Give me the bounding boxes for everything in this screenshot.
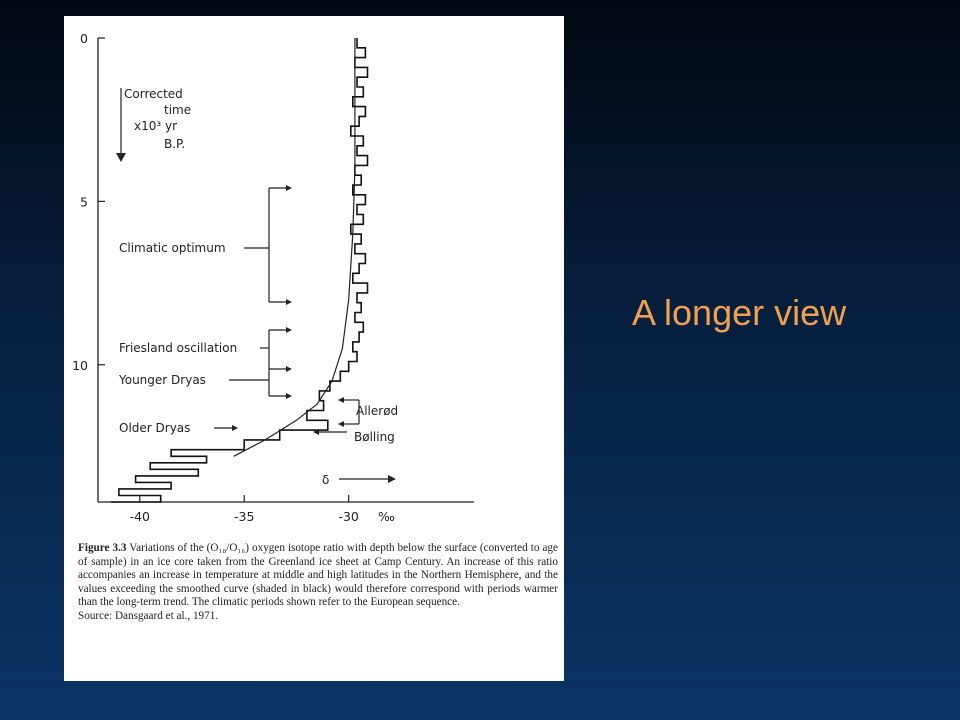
y-label-line-2: time bbox=[164, 103, 192, 117]
caption-source: Source: Dansgaard et al., 1971. bbox=[78, 609, 219, 622]
smoothed-curve bbox=[234, 38, 355, 456]
x-tick-label-1: -35 bbox=[234, 509, 255, 524]
time-arrow-head-icon bbox=[116, 153, 126, 162]
label-climatic-optimum: Climatic optimum bbox=[119, 241, 226, 255]
y-tick-label-2: 10 bbox=[72, 357, 88, 373]
y-label-line-1: Corrected bbox=[124, 87, 183, 101]
x-tick-label-0: -40 bbox=[129, 509, 150, 524]
delta-arrow-head-icon bbox=[388, 475, 396, 483]
y-tick-label-0: 0 bbox=[80, 31, 88, 46]
label-allerod: Allerød bbox=[356, 404, 399, 418]
label-bolling: Bølling bbox=[354, 430, 395, 444]
isotope-chart bbox=[64, 16, 564, 536]
figure-caption bbox=[78, 542, 558, 624]
slide-title: A longer view bbox=[632, 292, 847, 333]
y-label-line-4: B.P. bbox=[164, 137, 186, 151]
y-label-line-3: x10³ yr bbox=[134, 119, 178, 133]
caption-label: Figure 3.3 bbox=[78, 542, 127, 554]
caption-text: Variations of the (O₁₈/O₁₆) oxygen isotope ratio with depth below the surface (converted to age of sample) in an ice core taken from the Greenland ice sheet at Camp Century. An increase of this ratio accompanies an increase in temperature at middle and high latitudes in the Northern Hemisphere, and the values exceeding the smoothed curve (shaded in black) would therefore correspond with periods warmer than the long-term trend. The climatic periods shown refer to the European sequence. bbox=[78, 542, 558, 609]
label-friesland-oscillation: Friesland oscillation bbox=[119, 341, 238, 355]
delta-label: δ bbox=[322, 473, 330, 487]
y-tick-label-1: 5 bbox=[80, 194, 88, 210]
x-unit-label: ‰ bbox=[378, 509, 395, 524]
label-older-dryas: Older Dryas bbox=[119, 421, 191, 435]
figure-panel bbox=[64, 16, 564, 681]
label-younger-dryas: Younger Dryas bbox=[119, 373, 206, 387]
x-tick-label-2: -30 bbox=[338, 509, 359, 524]
bracket-arrowheads bbox=[232, 185, 344, 435]
